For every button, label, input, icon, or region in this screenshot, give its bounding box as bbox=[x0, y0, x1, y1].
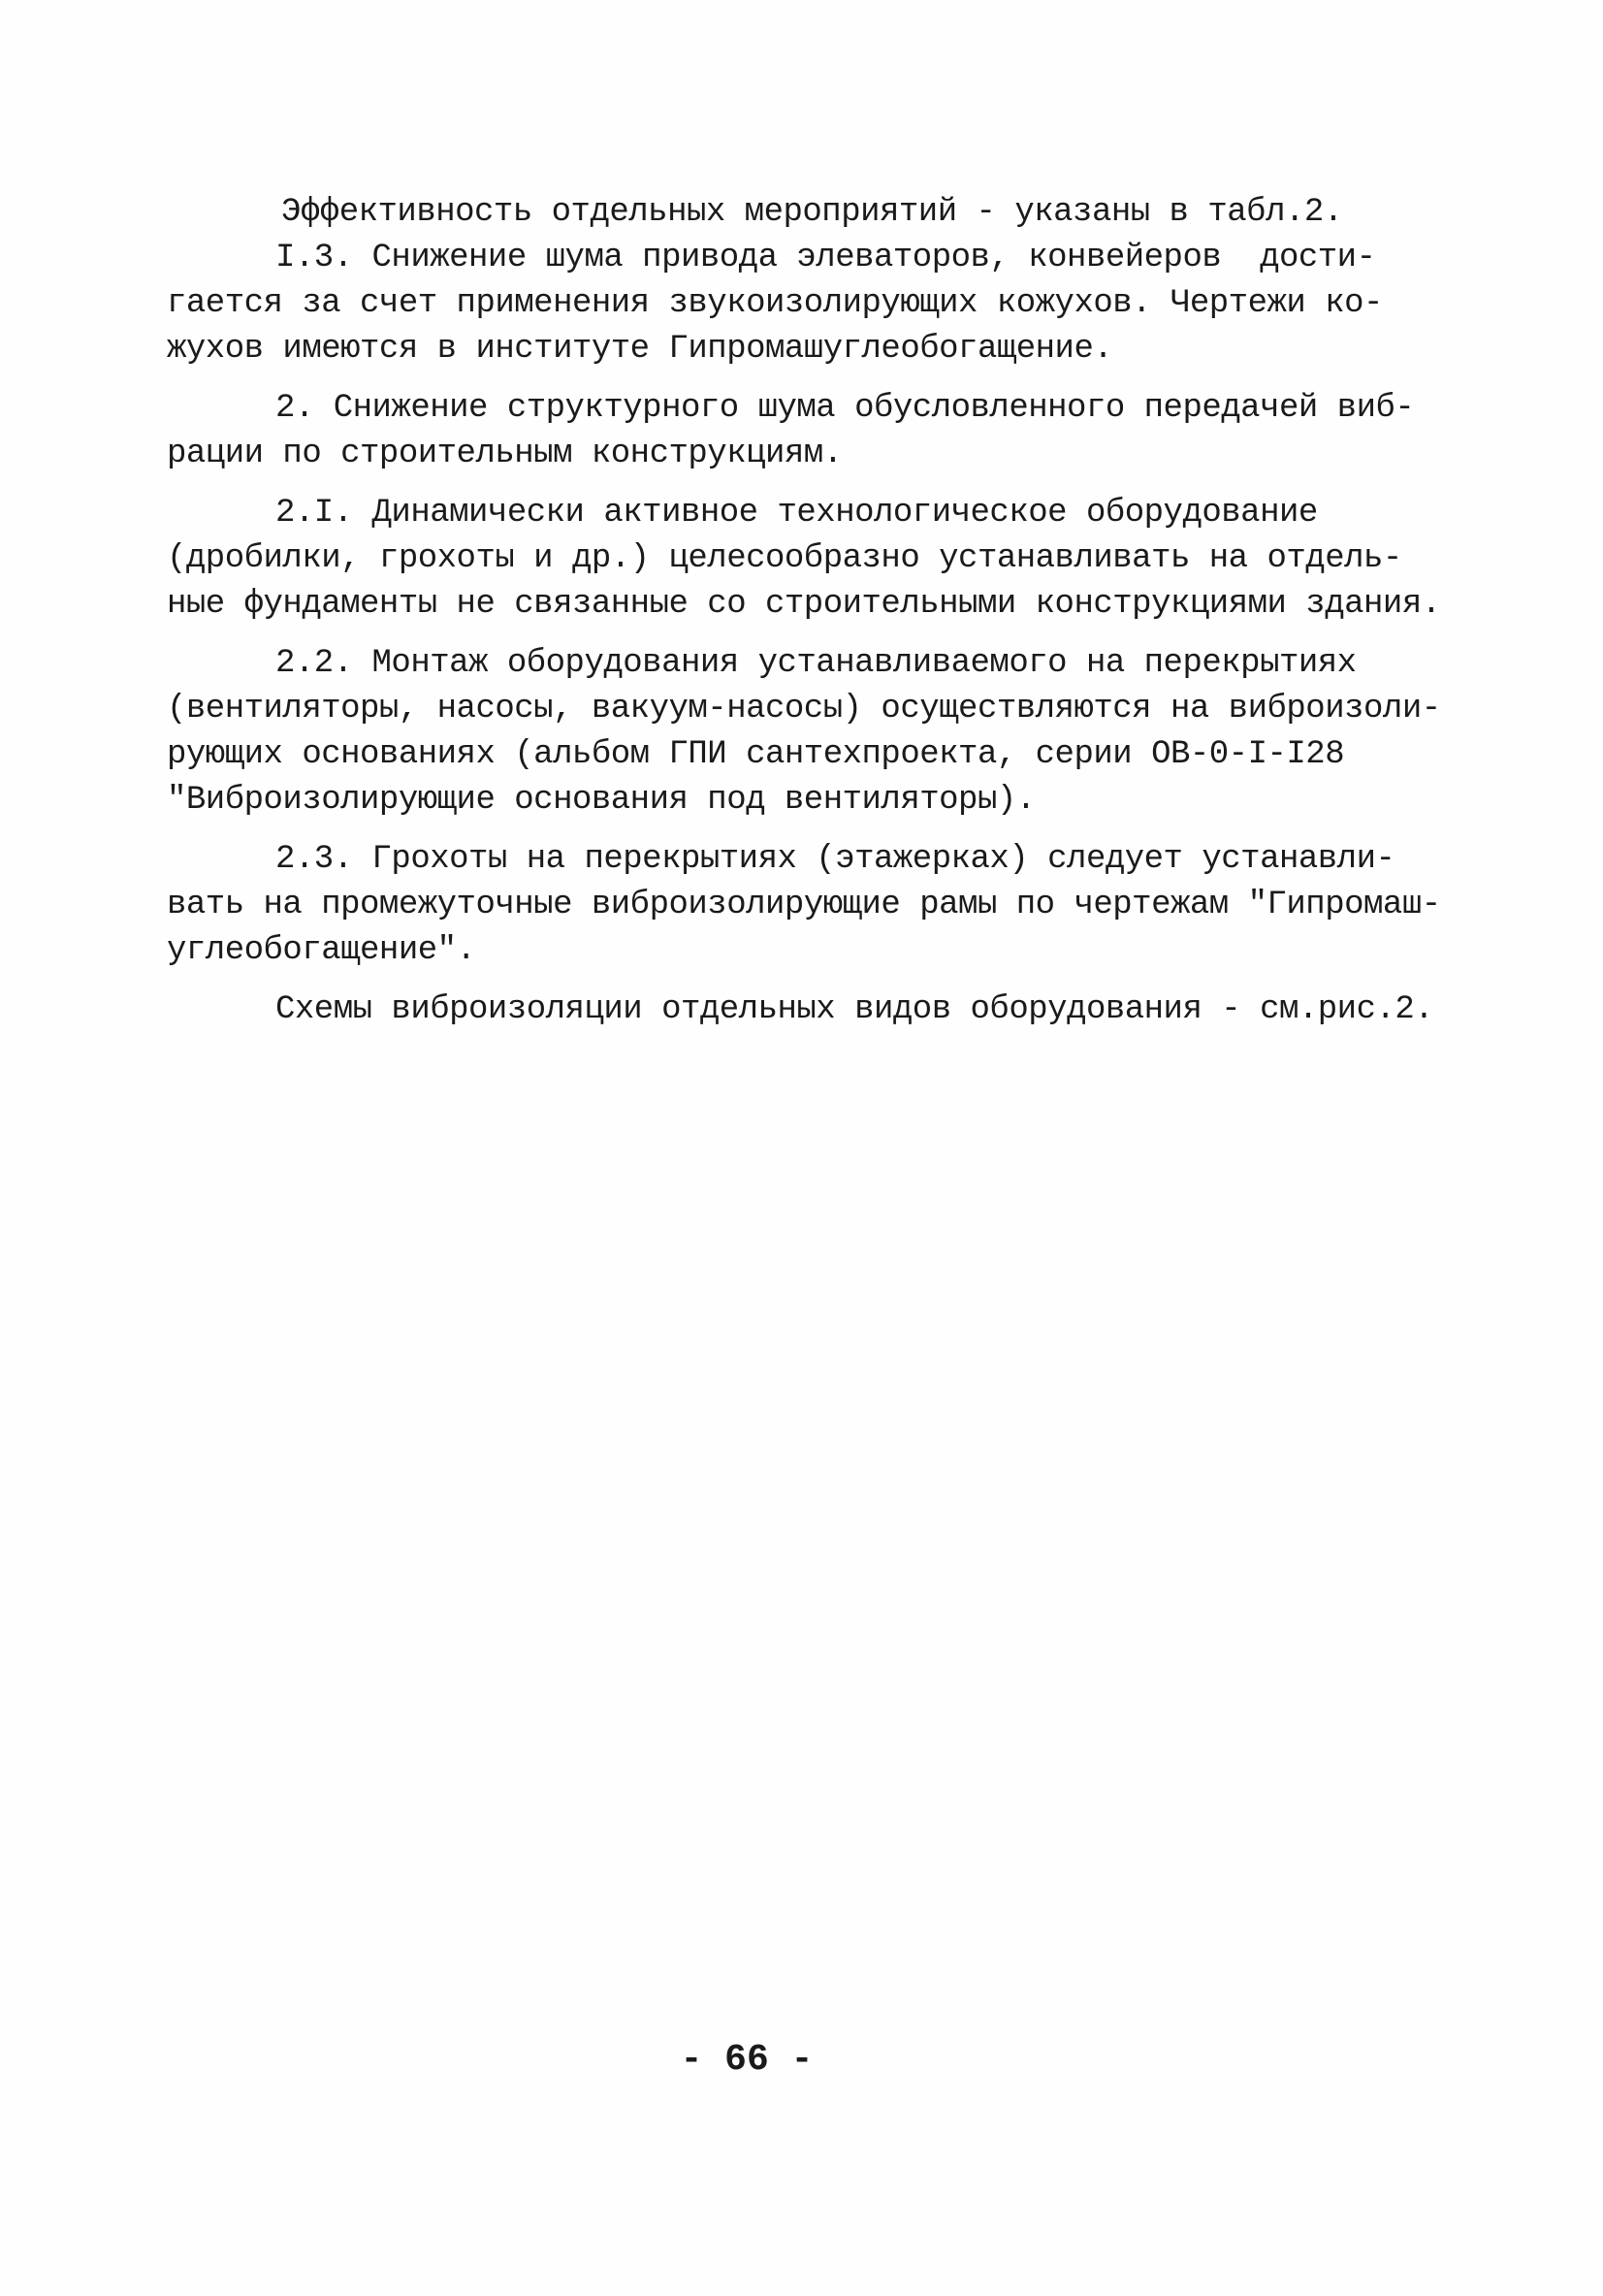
text-line: (дробилки, грохоты и др.) целесообразно устанавливать на отдель- bbox=[167, 540, 1402, 577]
text-line: Эффективность отдельных мероприятий - указаны в табл.2. bbox=[281, 194, 1343, 231]
page-number: - 66 - bbox=[680, 2039, 814, 2081]
paragraph-1-3 bbox=[167, 236, 1427, 372]
text-line: Схемы виброизоляции отдельных видов оборудования - см.рис.2. bbox=[275, 991, 1434, 1028]
paragraph-effectiveness bbox=[167, 190, 1427, 236]
text-line: I.3. Снижение шума привода элеваторов, конвейеров дости- bbox=[275, 240, 1376, 276]
text-line: (вентиляторы, насосы, вакуум-насосы) осуществляются на виброизоли- bbox=[167, 691, 1441, 728]
text-line: рующих основаниях (альбом ГПИ сантехпроекта, серии ОВ-0-I-I28 bbox=[167, 736, 1345, 773]
body-text bbox=[167, 190, 1441, 1033]
text-line: вать на промежуточные виброизолирующие рамы по чертежам "Гипромаш- bbox=[167, 887, 1441, 923]
text-line: жухов имеются в институте Гипромашуглеобогащение. bbox=[167, 331, 1113, 368]
paragraph-schemes bbox=[167, 987, 1434, 1033]
text-line: ные фундаменты не связанные со строительными конструкциями здания. bbox=[167, 586, 1441, 623]
text-line: "Виброизолирующие основания под вентиляторы). bbox=[167, 782, 1036, 819]
paragraph-2-3 bbox=[167, 837, 1441, 974]
text-line: 2.3. Грохоты на перекрытиях (этажерках) следует устанавли- bbox=[275, 841, 1395, 878]
paragraph-2-1 bbox=[167, 491, 1441, 628]
text-line: 2. Снижение структурного шума обусловленного передачей виб- bbox=[275, 390, 1415, 427]
paragraph-2 bbox=[167, 386, 1427, 477]
text-line: 2.2. Монтаж оборудования устанавливаемого на перекрытиях bbox=[275, 645, 1357, 682]
text-line: углеобогащение". bbox=[167, 932, 476, 969]
text-line: рации по строительным конструкциям. bbox=[167, 436, 843, 472]
paragraph-2-2 bbox=[167, 641, 1441, 824]
text-line: гается за счет применения звукоизолирующих кожухов. Чертежи ко- bbox=[167, 285, 1383, 322]
text-line: 2.I. Динамически активное технологическое оборудование bbox=[275, 495, 1318, 532]
